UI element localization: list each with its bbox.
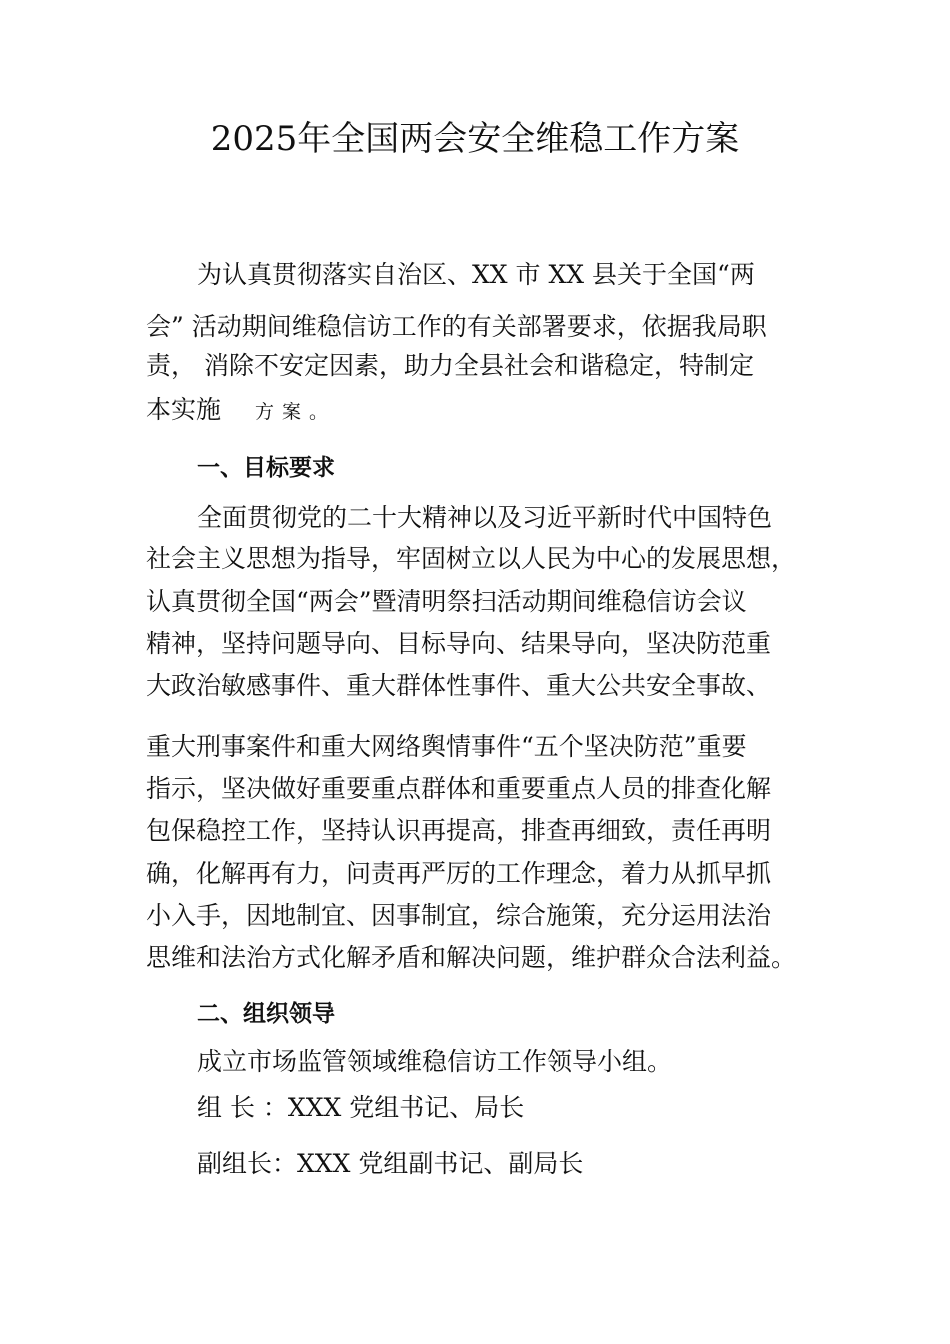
section1-line: 思维和法治方式化解矛盾和解决问题，维护群众合法利益。: [146, 943, 797, 972]
section1-line: 重大刑事案件和重大网络舆情事件“五个坚决防范”重要: [146, 732, 747, 761]
section-heading-organization: 二、组织领导: [197, 1001, 335, 1027]
intro-line-2: 会” 活动期间维稳信访工作的有关部署要求，依据我局职: [146, 312, 767, 341]
section1-line: 精神，坚持问题导向、目标导向、结果导向，坚决防范重: [146, 629, 772, 658]
section1-line: 指示，坚决做好重要重点群体和重要重点人员的排查化解: [146, 774, 772, 803]
intro-line-1: 为认真贯彻落实自治区、XX 市 XX 县关于全国“两: [197, 260, 755, 289]
deputy-leader-line: 副组长：XXX 党组副书记、副局长: [197, 1149, 584, 1178]
intro-line-4: [146, 392, 336, 430]
section1-line: 确，化解再有力，问责再严厉的工作理念，着力从抓早抓: [146, 859, 772, 888]
document-title: 2025年全国两会安全维稳工作方案: [210, 119, 740, 159]
section1-line: 小入手，因地制宜、因事制宜，综合施策，充分运用法治: [146, 901, 772, 930]
leader-line: 组 长 ：XXX 党组书记、局长: [197, 1093, 525, 1122]
section1-line: 大政治敏感事件、重大群体性事件、重大公共安全事故、: [146, 671, 772, 700]
section-heading-goals: 一、目标要求: [197, 455, 335, 481]
intro-line-3: 责， 消除不安定因素，助力全县社会和谐稳定，特制定: [146, 351, 754, 380]
section1-line: 包保稳控工作，坚持认识再提高，排查再细致，责任再明: [146, 816, 772, 845]
section1-line: 社会主义思想为指导，牢固树立以人民为中心的发展思想，: [146, 544, 797, 573]
section1-line: 认真贯彻全国“两会”暨清明祭扫活动期间维稳信访会议: [146, 587, 747, 616]
section2-line-1: 成立市场监管领域维稳信访工作领导小组。: [197, 1047, 673, 1076]
intro-line-4-small: 方案。: [254, 401, 336, 423]
section1-line: 全面贯彻党的二十大精神以及习近平新时代中国特色: [197, 503, 773, 532]
intro-line-4-text: 本实施: [146, 395, 222, 424]
